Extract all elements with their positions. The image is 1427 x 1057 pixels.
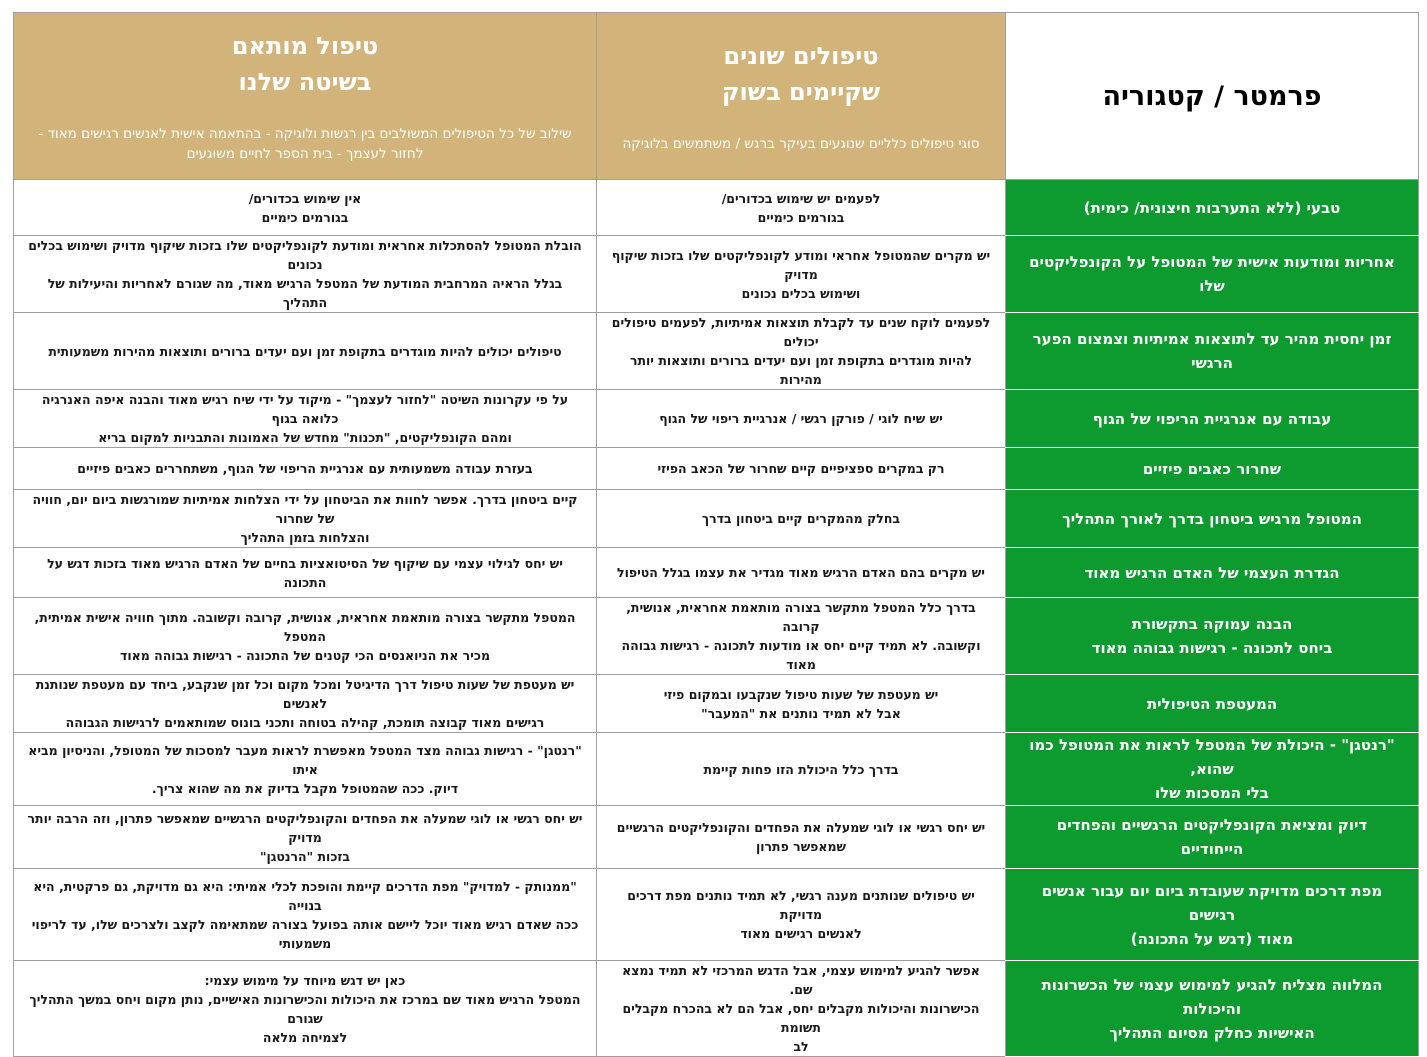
parameter-cell-line: עבודה עם אנרגיית הריפוי של הגוף [1092,409,1332,428]
parameter-cell-line: המלווה מצליח להגיע למימוש עצמי של הכשרונות והיכולות [1041,975,1383,1018]
parameter-cell [1006,313,1419,390]
table-row [14,733,1419,806]
ours-column-header [14,13,597,180]
market-cell-line: יש יחס רגשי או לוגי שמעלה את הפחדים והקונפליקטים הרגשיים [616,820,986,835]
ours-cell-line: "ממנותק - למדויק" מפת הדרכים קיימת והופכת לכלי אמיתי: היא גם מדויקת, גם פרקטית, היא בנוייה [33,878,577,913]
market-cell [597,733,1006,806]
ours-cell-line: בזכות "הרנטגן" [259,848,351,864]
market-cell-line: יש מקרים בהם האדם הרגיש מאוד מגדיר את עצמו בגלל הטיפול [617,565,985,580]
parameter-cell-line: אחריות ומודעות אישית של המטופל על הקונפליקטים שלו [1029,253,1395,295]
market-cell-line: לפעמים יש שימוש בכדורים/ [721,190,881,206]
ours-cell-line: מכיר את הניואנסים הכי קטנים של התכונה - רגישות גבוהה מאוד [120,647,490,663]
ours-header-title-line: בשיטה שלנו [238,68,372,96]
parameter-cell-line: ביחס לתכונה - רגישות גבוהה מאוד [1091,639,1333,657]
market-cell-line: לאנשים רגישים מאוד [740,926,862,941]
market-cell-line: בגורמים כימיים [757,209,845,225]
ours-cell-line: אין שימוש בכדורים/ [248,190,362,206]
market-cell-line: הכישרונות והיכולות מקבלים יחס, אבל הם לא בהכרח מקבלים תשומת [622,1001,980,1035]
ours-cell-line: הובלת המטופל להסתכלות אחראית ומודעת לקונפליקטים שלו בזכות שיקוף מדויק ושימוש בכלים נכונים [28,238,582,272]
market-cell [597,548,1006,598]
market-cell-line: לפעמים לוקח שנים עד לקבלת תוצאות אמיתיות, לפעמים טיפולים יכולים [611,315,991,349]
table-row [14,548,1419,598]
ours-cell-line: רגישים מאוד קבוצה תומכת, קהילה בטוחה ותכני בונוס שמותאמים לרגישות הגבוהה [65,715,545,730]
table-row [14,598,1419,675]
table-row [14,806,1419,869]
parameter-cell [1006,548,1419,598]
ours-cell-line: ככה שאדם רגיש מאוד יוכל ליישם אותה בפועל בצורה שמתאימה לקצב ולצרכים שלו, עד לריפוי משמעותי [31,916,579,951]
market-cell-line: בדרך כלל היכולת הזו פחות קיימת [703,761,899,777]
parameter-cell-line: בלי המסכות שלו [1155,784,1269,802]
parameter-cell-line: מאוד (דגש על התכונה) [1130,929,1294,948]
market-cell [597,806,1006,869]
ours-cell-line: קיים ביטחון בדרך. אפשר לחוות את הביטחון על ידי הצלחות אמיתיות שמורגשות ביום יום, חוויה של שחרור [32,492,578,526]
ours-cell-line: יש יחס לגילוי עצמי עם שיקוף של הסיטואציות בחיים של האדם הרגיש מאוד בזכות דגש על התכונה [47,555,563,590]
parameter-cell-line: האישיות כחלק מסיום התהליך [1109,1023,1315,1042]
ours-cell [14,236,597,313]
parameter-cell [1006,598,1419,675]
ours-cell-line: על פי עקרונות השיטה "לחזור לעצמך" - מיקוד על ידי שיח רגיש מאוד והבנה איפה האנרגיה כלואה בגוף [41,392,569,426]
market-cell-line: יש מקרים שהמטופל אחראי ומודע לקונפליקטים שלו בזכות שיקוף מדויק [611,247,991,282]
ours-cell-line: המטפל מתקשר בצורה מותאמת אחראית, אנושית, קרובה וקשובה. מתוך חוויה אישית אמיתית, המטפל [34,609,576,644]
market-cell-line: להיות מוגדרים בתקופת זמן ועם יעדים ברורים ותוצאות יותר מהירות [629,353,973,387]
header-row [14,13,1419,180]
parameter-cell [1006,733,1419,806]
parameter-cell-line: זמן יחסית מהיר עד לתוצאות אמיתיות וצמצום הפער הרגשי [1032,330,1392,372]
table-row [14,180,1419,236]
ours-cell-line: לצמיחה מלאה [262,1029,348,1045]
ours-cell-line: ומהם הקונפליקטים, "תכנות" מחדש של האמונות והתבניות למקום בריא [98,430,512,445]
ours-cell [14,806,597,869]
ours-cell-line: כאן יש דגש מיוחד על מימוש עצמי: [204,972,406,988]
ours-cell-line: בעזרת עבודה משמעותית עם אנרגיית הריפוי של הגוף, משתחררים כאבים פיזיים [77,461,533,476]
ours-cell [14,961,597,1057]
ours-cell [14,448,597,490]
market-cell [597,448,1006,490]
market-header-title [609,38,993,110]
market-cell-line: אבל לא תמיד נותנים את "המעבר" [701,705,901,721]
ours-cell [14,869,597,961]
market-cell-line: בחלק מהמקרים קיים ביטחון בדרך [701,511,901,526]
ours-cell [14,390,597,448]
table-row [14,313,1419,390]
parameter-column-header: פרמטר / קטגוריה [1006,13,1419,180]
market-cell-line: בדרך כלל המטפל מתקשר בצורה מותאמת אחראית, אנושית, קרובה [626,600,976,634]
market-column-header [597,13,1006,180]
market-cell [597,675,1006,733]
market-cell-line: שמאפשר פתרון [755,839,847,854]
parameter-cell-line: מפת דרכים מדויקת שעובדת ביום יום עבור אנשים רגישים [1041,881,1383,924]
parameter-cell [1006,869,1419,961]
ours-cell-line: דיוק. ככה שהמטופל מקבל בדיוק את מה שהוא צריך. [151,780,459,796]
parameter-cell [1006,675,1419,733]
parameter-cell-line: הבנה עמוקה בתקשורת [1131,615,1293,633]
parameter-cell-line: המעטפת הטיפולית [1146,694,1278,713]
market-cell [597,236,1006,313]
parameter-cell-line: הייחודיים [1180,840,1244,858]
ours-cell [14,598,597,675]
market-cell-line: לב [793,1039,809,1054]
market-cell-line: יש מעטפת של שעות טיפול שנקבעו ובמקום פיזי [663,686,939,702]
table-row [14,675,1419,733]
table-row [14,869,1419,961]
table-row [14,448,1419,490]
market-cell [597,598,1006,675]
ours-header-title-line: טיפול מותאם [231,32,379,60]
ours-cell-line: "רנטגן" - רגישות גבוהה מצד המטפל מאפשרת לראות מעבר למסכות של המטופל, והניסיון מביא איתו [28,742,582,777]
ours-cell-line: יש מעטפת של שעות טיפול דרך הדיגיטל ומכל מקום וכל זמן שנקבע, ביחד עם מעטפת שנותנת לאנשים [35,677,575,711]
market-header-title-line: טיפולים שונים [723,42,879,70]
market-cell-line: רק במקרים ספציפיים קיים שחרור של הכאב הפיזי [657,461,945,476]
table-row [14,961,1419,1057]
ours-cell [14,313,597,390]
table-body [14,180,1419,1057]
comparison-table [13,12,1419,1057]
parameter-cell [1006,806,1419,869]
market-header-subtitle: סוגי טיפולים כלליים שנוגעים בעיקר ברגש / משתמשים בלוגיקה [622,136,980,152]
market-cell [597,869,1006,961]
ours-cell-line: המטפל הרגיש מאוד שם במרכז את היכולות והכישרונות האישיים, נותן מקום ויחס במשך התהליך שגורם [29,991,581,1026]
parameter-cell-line: שחרור כאבים פיזיים [1142,459,1282,478]
parameter-cell [1006,390,1419,448]
market-cell [597,961,1006,1057]
ours-header-title [26,28,584,100]
parameter-cell [1006,961,1419,1057]
market-header-title-line: שקיימים בשוק [721,78,881,106]
parameter-cell-line: דיוק ומציאת הקונפליקטים הרגשיים והפחדים [1056,816,1368,834]
comparison-table-wrapper [13,12,1418,1057]
table-row [14,236,1419,313]
ours-cell-line: והצלחות בזמן התהליך [240,530,370,545]
market-cell [597,180,1006,236]
parameter-cell [1006,180,1419,236]
market-cell [597,390,1006,448]
ours-header-subtitle: שילוב של כל הטיפולים המשולבים בין רגשות ולוגיקה - בהתאמה אישית לאנשים רגישים מאוד - לחזור לעצמך - בית הספר לחיים משוגעים [38,126,572,162]
ours-cell-line: יש יחס רגשי או לוגי שמעלה את הפחדים והקונפליקטים הרגשיים שמאפשר פתרון, וזה הרבה יותר מדויק [27,810,583,845]
ours-cell-line: בגורמים כימיים [261,209,349,225]
ours-cell [14,490,597,548]
market-cell [597,490,1006,548]
parameter-cell [1006,236,1419,313]
table-row [14,490,1419,548]
parameter-cell-line: טבעי (ללא התערבות חיצונית/ כימית) [1083,198,1341,217]
market-cell-line: וקשובה. לא תמיד קיים יחס או מודעות לתכונה - רגישות גבוהה מאוד [621,638,981,672]
parameter-cell-line: הגדרת העצמי של האדם הרגיש מאוד [1084,563,1340,582]
ours-cell-line: טיפולים יכולים להיות מוגדרים בתקופת זמן ועם יעדים ברורים ותוצאות מהירות משמעותית [48,343,562,359]
ours-cell [14,675,597,733]
ours-cell-line: בגלל הראיה המרחבית המודעת של המטפל הרגיש מאוד, מה שגורם לאחריות והיעילות של התהליך [47,276,563,310]
market-cell-line: ושימוש בכלים נכונים [741,285,861,301]
ours-cell [14,733,597,806]
market-cell-line: יש שיח לוגי / פורקן רגשי / אנרגיית ריפוי של הגוף [659,411,943,426]
table-row [14,390,1419,448]
ours-cell [14,548,597,598]
market-cell-line: יש טיפולים שנותנים מענה רגשי, לא תמיד נותנים מפת דרכים מדויקת [627,888,975,922]
parameter-cell [1006,490,1419,548]
parameter-cell-line: המטופל מרגיש ביטחון בדרך לאורך התהליך [1062,509,1362,528]
parameter-cell-line: "רנטגן" - היכולת של המטפל לראות את המטופל כמו שהוא, [1029,736,1395,778]
market-cell-line: אפשר להגיע למימוש עצמי, אבל הדגש המרכזי לא תמיד נמצא שם. [622,963,980,997]
market-cell [597,313,1006,390]
parameter-cell [1006,448,1419,490]
ours-cell [14,180,597,236]
